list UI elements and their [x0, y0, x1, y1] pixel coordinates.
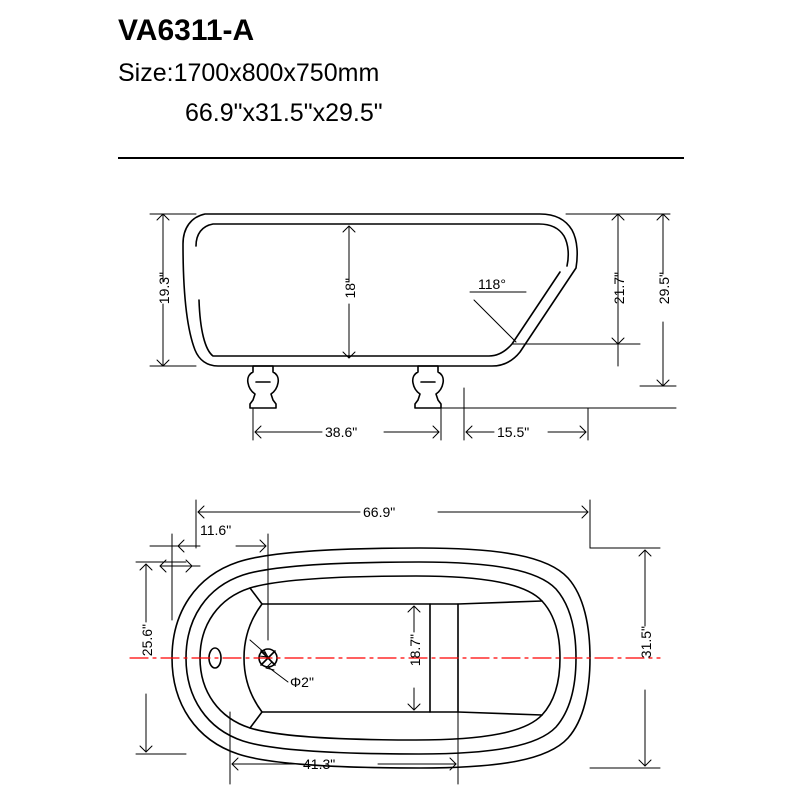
elevation-dimension-lines: [150, 214, 676, 440]
size-inch-label: 66.9"x31.5"x29.5": [185, 99, 383, 127]
dim-elev-back-height: 21.7": [611, 272, 627, 305]
dim-elev-angle: 118°: [478, 276, 506, 292]
page-title: VA6311-A: [118, 14, 255, 47]
dim-plan-overall-width: 31.5": [638, 626, 654, 659]
tub-elevation-outline: [183, 214, 577, 366]
claw-foot-left: [248, 366, 279, 408]
dim-plan-drain-diameter: Φ2": [290, 674, 314, 690]
dim-plan-overall-length: 66.9": [363, 504, 396, 520]
dim-elev-inner-depth: 18": [342, 278, 358, 299]
size-mm-label: Size:1700x800x750mm: [118, 59, 380, 87]
plan-dimension-lines: [136, 500, 660, 784]
dim-elev-foot-span: 38.6": [325, 424, 358, 440]
dim-plan-inner-floor-width: 18.7": [407, 634, 423, 667]
dim-elev-left-height: 19.3": [156, 272, 172, 305]
dim-elev-overall-height: 29.5": [656, 272, 672, 305]
dim-plan-drain-offset: 11.6": [200, 522, 232, 538]
dim-elev-foot-to-end: 15.5": [497, 424, 530, 440]
dim-plan-inner-floor-length: 41.3": [303, 756, 336, 772]
dim-plan-inner-width: 25.6": [139, 624, 155, 657]
claw-foot-right: [413, 366, 444, 408]
